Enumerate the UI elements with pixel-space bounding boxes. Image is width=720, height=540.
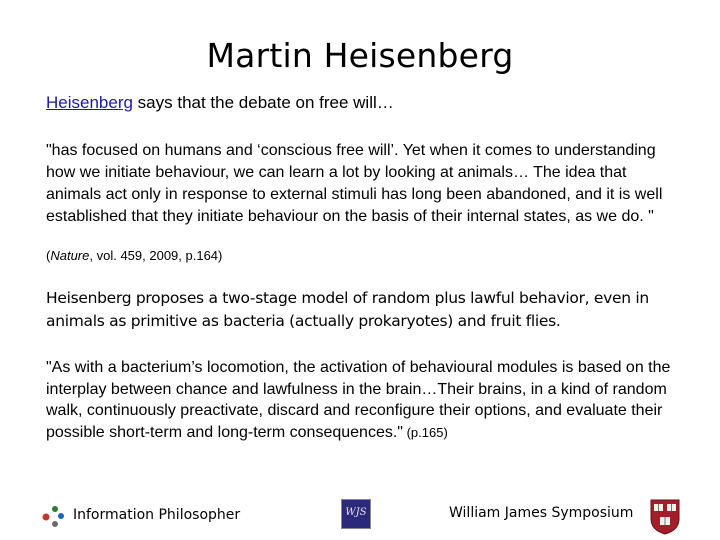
footer-william-james-symposium: William James Symposium	[449, 505, 634, 521]
citation-journal: Nature	[50, 248, 90, 263]
colored-dots-icon	[41, 503, 67, 529]
citation-nature	[46, 248, 222, 263]
intro-line	[46, 93, 394, 113]
quote-nature: "has focused on humans and ‘conscious free will’. Yet when it comes to understanding how we initiate behaviour, we can learn a lot by looking at animals… The idea that animals act only in response to external stimuli has long been abandoned, and it is well established that they initiate behaviour on the basis of their internal states, as we do. "	[46, 142, 663, 225]
citation-rest: , vol. 459, 2009, p.164)	[89, 248, 223, 263]
page-title: Martin Heisenberg	[206, 36, 514, 75]
harvard-shield-icon	[650, 499, 680, 535]
heisenberg-link[interactable]: Heisenberg	[46, 93, 133, 112]
quote-bacterium-text: "As with a bacterium’s locomotion, the activation of behavioural modules is based on the interplay between chance and lawfulness in the brain…Their brains, in a kind of random walk, continuously preactivate, discard and reconfigure their options, and evaluate their possible short-term and long-term consequences."	[46, 359, 671, 441]
citation-open: (	[46, 248, 51, 263]
quote-bacterium	[46, 357, 686, 443]
footer-information-philosopher: Information Philosopher	[73, 507, 241, 523]
wjs-logo: WJS	[341, 499, 371, 529]
intro-text: says that the debate on free will…	[132, 93, 394, 112]
two-stage-paragraph: Heisenberg proposes a two-stage model of random plus lawful behavior, even in animals as primitive as bacteria (actually prokaryotes) and fruit flies.	[46, 289, 649, 330]
quote-bacterium-cite: (p.165)	[402, 424, 448, 440]
